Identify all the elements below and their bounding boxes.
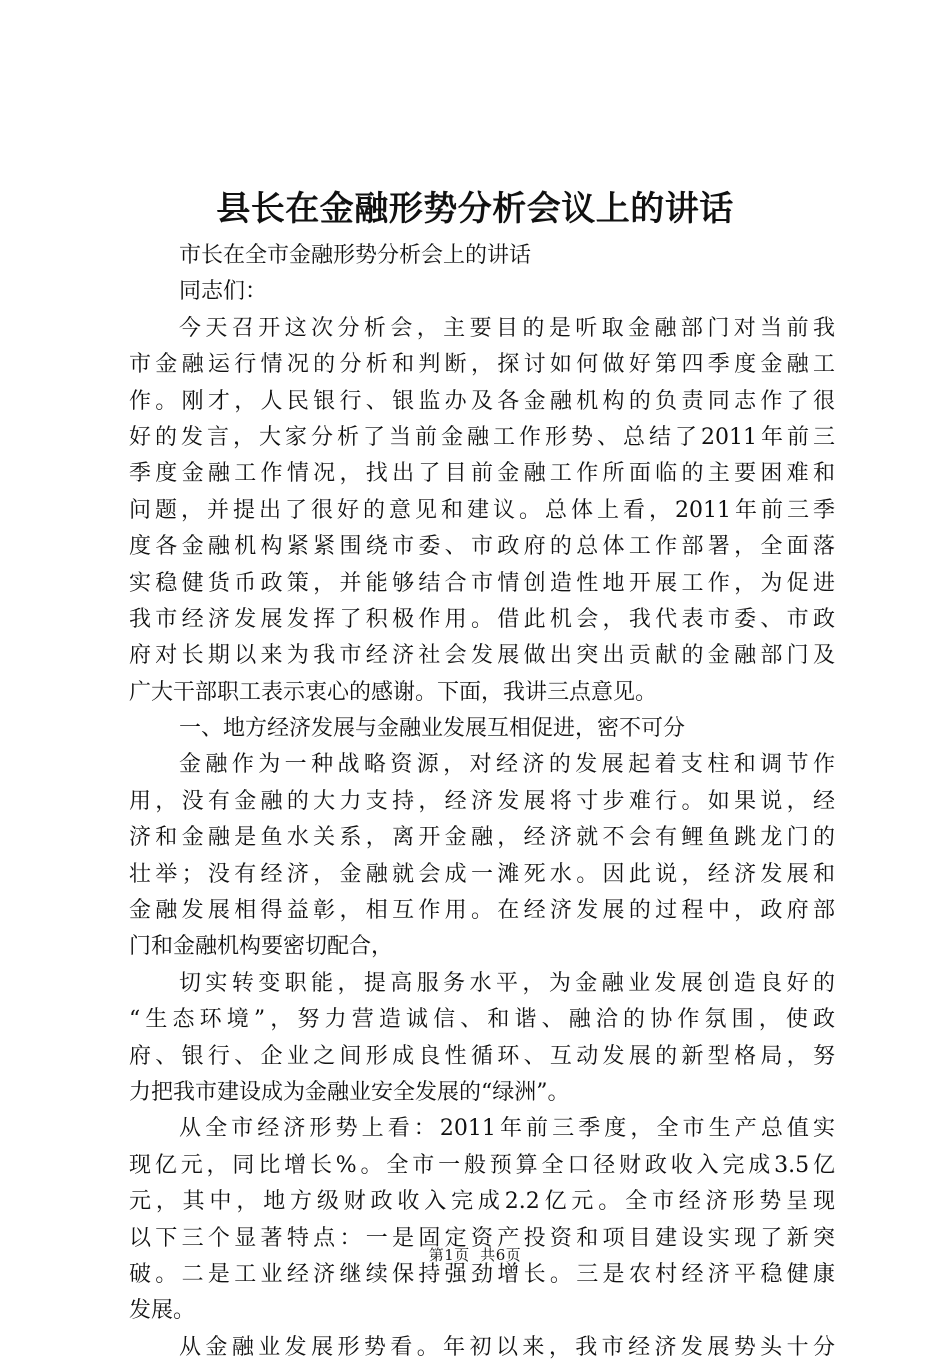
text-line: 一、地方经济发展与金融业发展互相促进，密不可分 (179, 716, 686, 742)
text-line: 元，其中，地方级财政收入完成2.2亿元。全市经济形势呈现 (129, 1189, 835, 1215)
text-line: 今天召开这次分析会，主要目的是听取金融部门对当前我 (179, 315, 835, 341)
text-line: 济和金融是鱼水关系，离开金融，经济就不会有鲤鱼跳龙门的 (129, 825, 835, 851)
text-line: 力把我市建设成为金融业安全发展的“绿洲”。 (129, 1079, 570, 1105)
text-line: 市金融运行情况的分析和判断，探讨如何做好第四季度金融工 (129, 352, 835, 378)
text-line: 广大干部职工表示衷心的感谢。下面，我讲三点意见。 (129, 679, 658, 705)
page-footer: 第1页 共6页 (428, 1246, 522, 1264)
text-line: 度各金融机构紧紧围绕市委、市政府的总体工作部署，全面落 (129, 534, 835, 560)
text-line: 切实转变职能，提高服务水平，为金融业发展创造良好的 (179, 970, 835, 996)
text-line: 从全市经济形势上看：2011年前三季度，全市生产总值实 (179, 1116, 835, 1142)
text-line: 我市经济发展发挥了积极作用。借此机会，我代表市委、市政 (129, 606, 835, 632)
text-line: 以下三个显著特点：一是固定资产投资和项目建设实现了新突 (129, 1225, 835, 1251)
document-body (129, 238, 835, 1366)
text-line: 市长在全市金融形势分析会上的讲话 (179, 243, 532, 268)
text-line: 府、银行、企业之间形成良性循环、互动发展的新型格局，努 (129, 1043, 835, 1069)
text-line: 季度金融工作情况，找出了目前金融工作所面临的主要困难和 (129, 461, 835, 487)
text-line: 问题，并提出了很好的意见和建议。总体上看，2011年前三季 (129, 497, 835, 523)
text-line: 金融作为一种战略资源，对经济的发展起着支柱和调节作 (179, 752, 835, 778)
text-line: 好的发言，大家分析了当前金融工作形势、总结了2011年前三 (129, 424, 835, 450)
text-line: 壮举；没有经济，金融就会成一滩死水。因此说，经济发展和 (129, 861, 835, 887)
text-line: 金融发展相得益彰，相互作用。在经济发展的过程中，政府部 (129, 898, 835, 924)
text-line: “生态环境”，努力营造诚信、和谐、融洽的协作氛围，使政 (129, 1007, 835, 1033)
text-line: 府对长期以来为我市经济社会发展做出突出贡献的金融部门及 (129, 643, 835, 669)
text-line: 从金融业发展形势看。年初以来，我市经济发展势头十分 (179, 1334, 835, 1360)
text-line: 现亿元，同比增长%。全市一般预算全口径财政收入完成3.5亿 (129, 1152, 835, 1178)
text-line: 破。二是工业经济继续保持强劲增长。三是农村经济平稳健康 (129, 1261, 835, 1287)
text-line: 发展。 (129, 1298, 196, 1324)
text-line: 用，没有金融的大力支持，经济发展将寸步难行。如果说，经 (129, 788, 835, 814)
text-line: 同志们： (179, 279, 268, 305)
text-line: 实稳健货币政策，并能够结合市情创造性地开展工作，为促进 (129, 570, 835, 596)
text-line: 作。刚才，人民银行、银监办及各金融机构的负责同志作了很 (129, 388, 835, 414)
document-title: 县长在金融形势分析会议上的讲话 (216, 189, 734, 229)
text-line: 门和金融机构要密切配合， (129, 934, 394, 960)
